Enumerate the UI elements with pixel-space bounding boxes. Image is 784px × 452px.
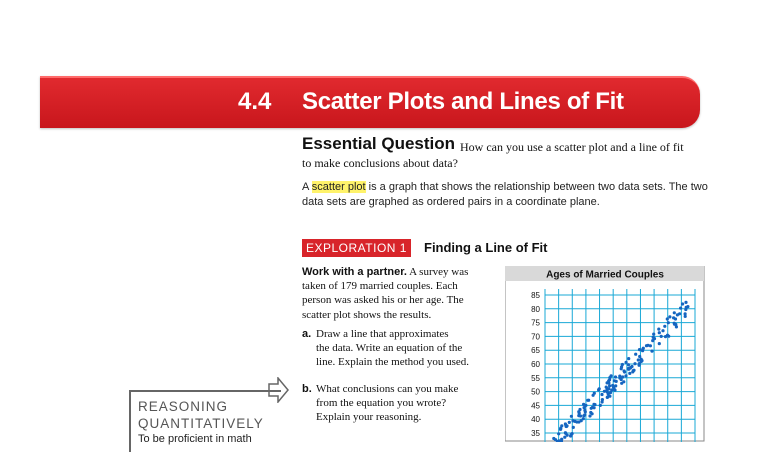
y-tick-label: 40 — [531, 415, 540, 425]
data-point — [583, 409, 586, 412]
section-title: Scatter Plots and Lines of Fit — [302, 88, 624, 115]
data-point — [624, 374, 627, 377]
data-point — [621, 363, 624, 366]
y-tick-labels — [531, 291, 540, 438]
intro-line-4: scatter plot shows the results. — [302, 308, 432, 321]
data-point — [666, 317, 669, 320]
data-point — [664, 335, 667, 338]
definition-prefix: A — [302, 181, 312, 193]
data-point — [627, 357, 630, 360]
data-point — [615, 380, 618, 383]
data-point — [652, 333, 655, 336]
data-point — [660, 335, 663, 338]
sidebar-title: REASONING QUANTITATIVELY — [138, 399, 264, 431]
data-point — [678, 312, 681, 315]
data-point — [618, 375, 621, 378]
data-point — [571, 419, 574, 422]
definition-line-1 — [302, 181, 708, 193]
data-point — [634, 353, 637, 356]
y-tick-label: 65 — [531, 346, 540, 356]
data-point — [560, 424, 563, 427]
data-point — [599, 404, 602, 407]
data-point — [620, 378, 623, 381]
data-point — [591, 406, 594, 409]
essential-question-text-2: to make conclusions about data? — [302, 156, 458, 170]
data-point — [601, 398, 604, 401]
data-point — [565, 425, 568, 428]
data-point — [600, 393, 603, 396]
data-point — [605, 386, 608, 389]
data-point — [685, 306, 688, 309]
y-tick-label: 55 — [531, 373, 540, 383]
data-point — [628, 372, 631, 375]
data-point — [641, 348, 644, 351]
data-point — [608, 395, 611, 398]
intro-line-1: Work with a partner. A survey was — [302, 266, 469, 278]
data-point — [589, 411, 592, 414]
chart-title: Ages of Married Couples — [546, 269, 664, 281]
y-tick-label: 35 — [531, 429, 540, 438]
data-point — [638, 348, 641, 351]
data-point — [559, 428, 562, 431]
data-point — [612, 385, 615, 388]
part-b-text: What conclusions can you make from the equation you wrote? Explain your reasoning. — [316, 383, 459, 424]
data-point — [583, 413, 586, 416]
data-point — [607, 387, 610, 390]
data-point — [620, 382, 623, 385]
data-point — [674, 317, 677, 320]
data-point — [649, 344, 652, 347]
intro-line-3: person was asked his or her age. The — [302, 294, 464, 307]
data-point — [557, 432, 560, 435]
data-point — [675, 325, 678, 328]
data-point — [570, 415, 573, 418]
data-point — [667, 335, 670, 338]
data-point — [658, 331, 661, 334]
part-a-text: Draw a line that approximates the data. Write an equation of the line. Explain the method you used. — [316, 328, 470, 369]
scatter-chart-svg — [505, 266, 705, 442]
y-tick-label: 75 — [531, 318, 540, 328]
y-tick-label: 70 — [531, 332, 540, 342]
data-point — [586, 399, 589, 402]
intro-bold: Work with a partner. — [302, 266, 407, 278]
y-tick-label: 50 — [531, 387, 540, 397]
data-point — [684, 301, 687, 304]
data-point — [572, 426, 575, 429]
data-point — [657, 328, 660, 331]
data-point — [579, 414, 582, 417]
intro-line-2: taken of 179 married couples. Each — [302, 280, 458, 293]
data-point — [568, 421, 571, 424]
data-point — [658, 342, 661, 345]
data-point — [673, 323, 676, 326]
data-point — [627, 363, 630, 366]
data-point — [679, 307, 682, 310]
data-point — [661, 329, 664, 332]
y-tick-label: 80 — [531, 304, 540, 314]
definition-rest: is a graph that shows the relationship between two data sets. The two — [365, 181, 708, 193]
data-point — [650, 350, 653, 353]
data-point — [613, 388, 616, 391]
data-point — [630, 365, 633, 368]
exploration-intro — [302, 265, 468, 322]
data-point — [606, 390, 609, 393]
data-point — [631, 370, 634, 373]
scatter-chart — [505, 266, 705, 447]
data-point — [633, 362, 636, 365]
data-point — [673, 311, 676, 314]
data-point — [593, 392, 596, 395]
data-point — [610, 374, 613, 377]
data-point — [597, 388, 600, 391]
data-point — [569, 434, 572, 437]
data-point — [663, 325, 666, 328]
section-number: 4.4 — [238, 88, 272, 115]
data-point — [583, 406, 586, 409]
data-point — [668, 315, 671, 318]
definition-line-2: data sets are graphed as ordered pairs in a coordinate plane. — [302, 196, 600, 208]
y-tick-label: 60 — [531, 360, 540, 369]
data-point — [582, 403, 585, 406]
data-point — [640, 359, 643, 362]
exploration-badge: EXPLORATION 1 — [302, 239, 411, 257]
data-point — [614, 375, 617, 378]
y-tick-label: 85 — [531, 291, 540, 300]
scatter-plot-term: scatter plot — [311, 181, 366, 193]
sidebar-text: To be proficient in math — [138, 433, 252, 445]
data-point — [638, 362, 641, 365]
data-point — [607, 379, 610, 382]
data-point — [651, 339, 654, 342]
data-point — [608, 384, 611, 387]
data-point — [681, 302, 684, 305]
data-point — [652, 336, 655, 339]
y-tick-label: 45 — [531, 401, 540, 411]
data-point — [609, 391, 612, 394]
data-point — [580, 419, 583, 422]
exploration-title: Finding a Line of Fit — [424, 240, 548, 255]
part-b-label: b. — [302, 383, 312, 395]
data-point — [560, 438, 563, 441]
data-point — [592, 403, 595, 406]
data-point — [637, 358, 640, 361]
data-point — [638, 355, 641, 358]
data-point — [564, 432, 567, 435]
data-point — [625, 361, 628, 364]
essential-question-text-1: How can you use a scatter plot and a line of fit — [460, 140, 684, 154]
data-point — [684, 312, 687, 315]
data-point — [623, 369, 626, 372]
essential-question-label: Essential Question — [302, 134, 456, 153]
data-point — [667, 321, 670, 324]
part-a-label: a. — [302, 328, 312, 340]
